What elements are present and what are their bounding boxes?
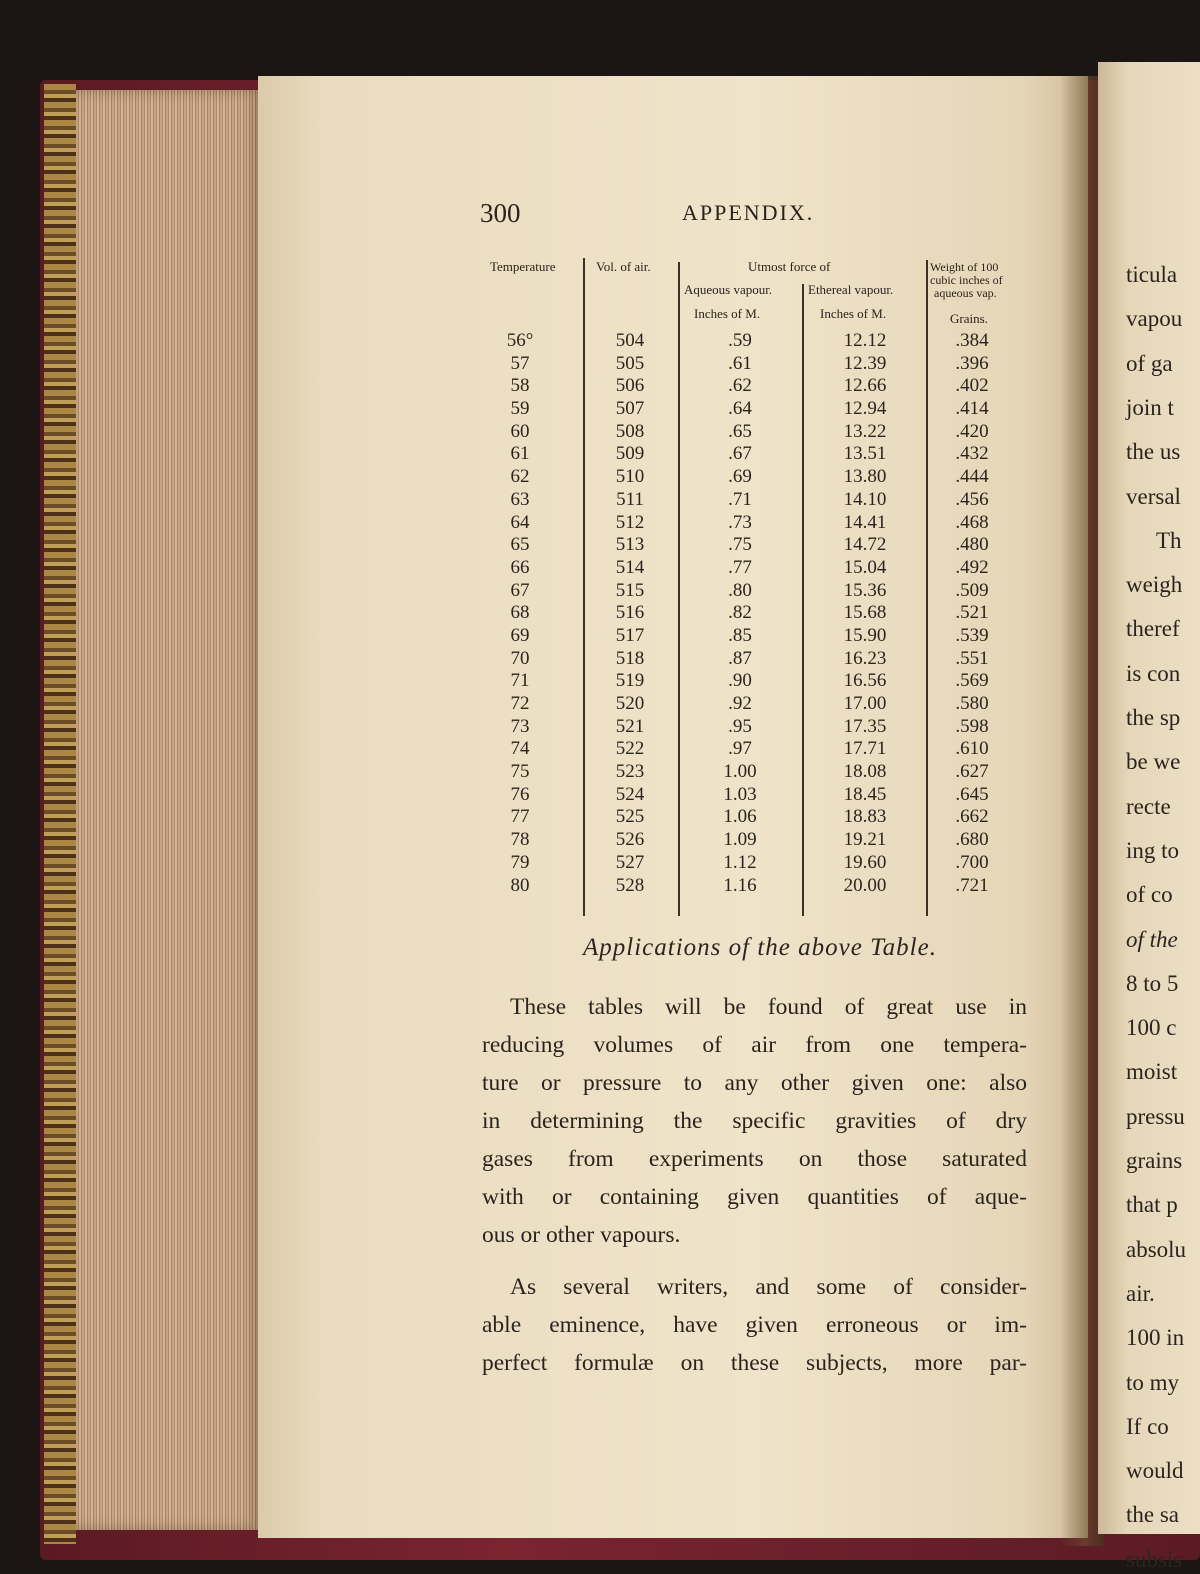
header-aqueous: Aqueous vapour. [684, 282, 773, 297]
text-line: gases from experiments on those saturated [482, 1146, 1027, 1172]
cell-vol-air: 513 [615, 534, 645, 556]
cell-weight: .662 [955, 806, 989, 828]
cell-vol-air: 515 [615, 579, 645, 601]
cell-aqueous: .67 [728, 443, 752, 465]
cell-aqueous: .90 [728, 670, 752, 692]
text-line: able eminence, have given erroneous or im- [482, 1312, 1027, 1338]
cell-vol-air: 507 [615, 398, 645, 420]
cell-weight: .580 [955, 693, 989, 714]
text-line: ous or other vapours. [482, 1222, 681, 1248]
cell-aqueous: .73 [728, 511, 752, 533]
cell-ethereal: 15.36 [843, 579, 887, 601]
cell-ethereal: 18.83 [843, 806, 887, 828]
cell-vol-air: 519 [615, 670, 645, 692]
facing-page-line: versal [1126, 483, 1181, 509]
cell-aqueous: 1.00 [723, 761, 757, 783]
cell-vol-air: 517 [615, 624, 645, 646]
facing-page-line: absolu [1126, 1236, 1187, 1262]
cell-vol-air: 508 [615, 420, 645, 442]
table-row [480, 330, 1040, 353]
cell-ethereal: 15.68 [843, 602, 887, 624]
cell-aqueous: .85 [728, 624, 752, 646]
cell-temperature: 66 [510, 556, 530, 578]
table-row [480, 806, 1040, 829]
cell-vol-air: 511 [616, 488, 644, 510]
cell-temperature: 70 [510, 647, 530, 669]
facing-page-line: to my [1126, 1369, 1180, 1395]
facing-page-line: of ga [1126, 350, 1173, 376]
cell-weight: .598 [955, 715, 989, 737]
cell-ethereal: 15.90 [843, 624, 887, 646]
cell-aqueous: .82 [728, 602, 752, 624]
cell-ethereal: 16.56 [843, 670, 887, 692]
table-row [480, 443, 1040, 466]
cell-ethereal: 12.39 [843, 352, 887, 374]
cell-temperature: 61 [510, 443, 530, 465]
header-weight-2: cubic inches of [930, 273, 1003, 287]
cell-ethereal: 13.80 [843, 466, 887, 488]
table-row [480, 466, 1040, 489]
cell-aqueous: .97 [728, 738, 752, 760]
facing-page-line: grains [1126, 1148, 1183, 1173]
cell-temperature: 60 [510, 420, 530, 442]
cell-temperature: 65 [510, 534, 530, 556]
facing-page-line: of co [1126, 882, 1173, 908]
cell-vol-air: 522 [615, 738, 645, 760]
cell-temperature: 77 [510, 806, 530, 828]
facing-page-line: is con [1126, 660, 1181, 686]
table-row [480, 421, 1040, 444]
cell-vol-air: 516 [615, 602, 645, 624]
facing-page-line: of the [1126, 926, 1178, 952]
table-row [480, 602, 1040, 625]
cell-aqueous: 1.09 [723, 829, 757, 851]
header-utmost-force: Utmost force of [748, 259, 831, 274]
cell-temperature: 79 [510, 851, 530, 873]
cell-weight: .569 [955, 670, 989, 692]
section-title: Applications of the above Table. [583, 934, 937, 961]
cell-temperature: 62 [510, 466, 530, 488]
cell-temperature: 78 [510, 829, 530, 851]
header-weight-unit: Grains. [950, 311, 988, 326]
cell-ethereal: 16.23 [843, 647, 887, 669]
cell-ethereal: 14.10 [843, 488, 887, 510]
page-number: 300 [480, 198, 521, 228]
cell-ethereal: 19.21 [843, 829, 887, 851]
cell-temperature: 59 [510, 398, 530, 420]
cell-aqueous: .80 [728, 579, 752, 601]
cell-weight: .700 [955, 851, 989, 873]
cell-weight: .645 [955, 783, 989, 805]
table-row [480, 829, 1040, 852]
table-row [480, 353, 1040, 376]
facing-page-line: weigh [1126, 572, 1183, 598]
cell-temperature: 56° [506, 330, 534, 351]
gilt-ornament [44, 84, 76, 1544]
cell-weight: .468 [955, 511, 989, 533]
cell-aqueous: .69 [728, 466, 752, 488]
cell-ethereal: 17.35 [843, 715, 887, 737]
header-temperature: Temperature [490, 259, 556, 274]
table-row [480, 512, 1040, 535]
facing-page-line: would [1126, 1458, 1184, 1484]
text-line: reducing volumes of air from one tempera- [482, 1032, 1027, 1058]
table-row [480, 625, 1040, 648]
table-row [480, 875, 1040, 898]
facing-page-line: the sa [1126, 1502, 1180, 1528]
cell-ethereal: 14.72 [843, 534, 887, 556]
facing-page-line: recte [1126, 793, 1171, 819]
cell-vol-air: 528 [615, 874, 645, 896]
cell-vol-air: 505 [615, 352, 645, 374]
text-line: with or containing given quantities of aque- [482, 1184, 1027, 1210]
cell-weight: .402 [955, 375, 989, 397]
cell-weight: .420 [955, 420, 989, 442]
cell-aqueous: 1.12 [723, 851, 757, 873]
header-aqueous-unit: Inches of M. [694, 306, 761, 321]
facing-page-line: Th [1156, 527, 1182, 553]
cell-vol-air: 526 [615, 829, 645, 851]
facing-page-line: that p [1126, 1192, 1178, 1218]
facing-page-line: pressu [1126, 1103, 1185, 1129]
table-row [480, 534, 1040, 557]
cell-ethereal: 18.45 [843, 783, 887, 805]
running-head: APPENDIX. [682, 200, 815, 225]
facing-page-line: 100 in [1126, 1325, 1185, 1351]
paragraph [482, 1268, 1027, 1382]
cell-ethereal: 12.66 [843, 375, 887, 397]
table-row [480, 398, 1040, 421]
cell-aqueous: 1.06 [723, 806, 757, 828]
facing-page-line: If co [1126, 1413, 1169, 1439]
text-line: perfect formulæ on these subjects, more par- [482, 1350, 1027, 1376]
facing-page-line: theref [1126, 616, 1180, 642]
cell-ethereal: 15.04 [843, 556, 887, 578]
cell-aqueous: .71 [728, 488, 752, 510]
cell-temperature: 73 [510, 715, 530, 737]
facing-page-line: air. [1126, 1280, 1155, 1306]
cell-weight: .680 [955, 829, 989, 851]
cell-weight: .444 [955, 466, 989, 488]
table-row [480, 489, 1040, 512]
table-row [480, 716, 1040, 739]
cell-temperature: 58 [510, 375, 530, 397]
data-table [480, 330, 1040, 897]
cell-vol-air: 521 [615, 715, 645, 737]
cell-ethereal: 12.12 [843, 330, 887, 351]
cell-temperature: 68 [510, 602, 530, 624]
cell-ethereal: 13.22 [843, 420, 887, 442]
cell-ethereal: 14.41 [843, 511, 887, 533]
cell-aqueous: .77 [728, 556, 752, 578]
cell-weight: .551 [955, 647, 989, 669]
text-line: in determining the specific gravities of dry [482, 1108, 1027, 1134]
cell-temperature: 74 [510, 738, 530, 760]
cell-vol-air: 510 [615, 466, 645, 488]
cell-temperature: 76 [510, 783, 530, 805]
cell-temperature: 75 [510, 761, 530, 783]
cell-vol-air: 518 [615, 647, 645, 669]
cell-ethereal: 13.51 [843, 443, 887, 465]
header-weight-3: aqueous vap. [934, 286, 997, 300]
table-row [480, 852, 1040, 875]
cell-weight: .509 [955, 579, 989, 601]
cell-ethereal: 20.00 [843, 874, 887, 896]
cell-temperature: 64 [510, 511, 530, 533]
facing-page-line: ticula [1126, 262, 1178, 287]
cell-weight: .610 [955, 738, 989, 760]
facing-page-line: 100 c [1126, 1015, 1177, 1041]
table-row [480, 557, 1040, 580]
cell-weight: .627 [955, 761, 989, 783]
cell-ethereal: 18.08 [843, 761, 887, 783]
text-line: ture or pressure to any other given one: also [482, 1070, 1027, 1096]
cell-weight: .480 [955, 534, 989, 556]
cell-ethereal: 17.71 [843, 738, 887, 760]
cell-ethereal: 19.60 [843, 851, 887, 873]
page-fore-edge [76, 90, 262, 1530]
cell-weight: .432 [955, 443, 989, 465]
cell-aqueous: .87 [728, 647, 752, 669]
page-header [480, 198, 1040, 232]
table-row [480, 738, 1040, 761]
cell-aqueous: .59 [728, 330, 752, 351]
text-line: These tables will be found of great use in [510, 994, 1027, 1020]
text-line: As several writers, and some of consider- [510, 1274, 1027, 1300]
cell-aqueous: 1.03 [723, 783, 757, 805]
facing-page-line: be we [1126, 749, 1181, 775]
cell-aqueous: .95 [728, 715, 752, 737]
table-row [480, 580, 1040, 603]
facing-page-line: the sp [1126, 705, 1181, 730]
cell-vol-air: 506 [615, 375, 645, 397]
header-weight-1: Weight of 100 [930, 260, 999, 274]
facing-page-line: join t [1126, 394, 1174, 420]
cell-aqueous: .62 [728, 375, 752, 397]
cell-ethereal: 17.00 [843, 693, 887, 714]
cell-temperature: 72 [510, 693, 530, 714]
facing-page-line: vapou [1126, 306, 1183, 332]
paragraph [482, 988, 1027, 1254]
cell-vol-air: 509 [615, 443, 645, 465]
table-row [480, 670, 1040, 693]
table-row [480, 375, 1040, 398]
table-row [480, 761, 1040, 784]
cell-weight: .384 [955, 330, 989, 351]
header-ethereal: Ethereal vapour. [808, 282, 894, 297]
cell-vol-air: 523 [615, 761, 645, 783]
table-row [480, 693, 1040, 716]
cell-aqueous: .75 [728, 534, 752, 556]
cell-weight: .414 [955, 398, 989, 420]
header-ethereal-unit: Inches of M. [820, 306, 887, 321]
table-row [480, 784, 1040, 807]
cell-temperature: 57 [510, 352, 530, 374]
cell-weight: .539 [955, 624, 989, 646]
cell-temperature: 63 [510, 488, 530, 510]
cell-vol-air: 525 [615, 806, 645, 828]
facing-page-line: moist [1126, 1059, 1178, 1085]
cell-vol-air: 524 [615, 783, 645, 805]
cell-temperature: 80 [510, 874, 530, 896]
cell-aqueous: .92 [728, 693, 752, 714]
facing-page-line: 8 to 5 [1126, 970, 1179, 996]
cell-aqueous: .65 [728, 420, 752, 442]
facing-page [1098, 62, 1200, 1572]
cell-aqueous: .61 [728, 352, 752, 374]
cell-ethereal: 12.94 [843, 398, 887, 420]
cell-temperature: 69 [510, 624, 530, 646]
cell-temperature: 67 [510, 579, 530, 601]
cell-weight: .396 [955, 352, 989, 374]
cell-aqueous: 1.16 [723, 874, 757, 896]
facing-page-line: the us [1126, 439, 1181, 465]
cell-weight: .721 [955, 874, 989, 896]
header-vol-air: Vol. of air. [596, 259, 651, 274]
cell-vol-air: 514 [615, 556, 645, 578]
cell-aqueous: .64 [728, 398, 752, 420]
cell-weight: .521 [955, 602, 989, 624]
cell-vol-air: 520 [615, 693, 645, 714]
cell-weight: .456 [955, 488, 989, 510]
cell-vol-air: 504 [615, 330, 645, 351]
facing-page-line: ing to [1126, 837, 1180, 863]
cell-vol-air: 527 [615, 851, 645, 873]
cell-weight: .492 [955, 556, 989, 578]
cell-vol-air: 512 [615, 511, 645, 533]
table-row [480, 648, 1040, 671]
cell-temperature: 71 [510, 670, 530, 692]
facing-page-line: subsis [1126, 1546, 1183, 1572]
